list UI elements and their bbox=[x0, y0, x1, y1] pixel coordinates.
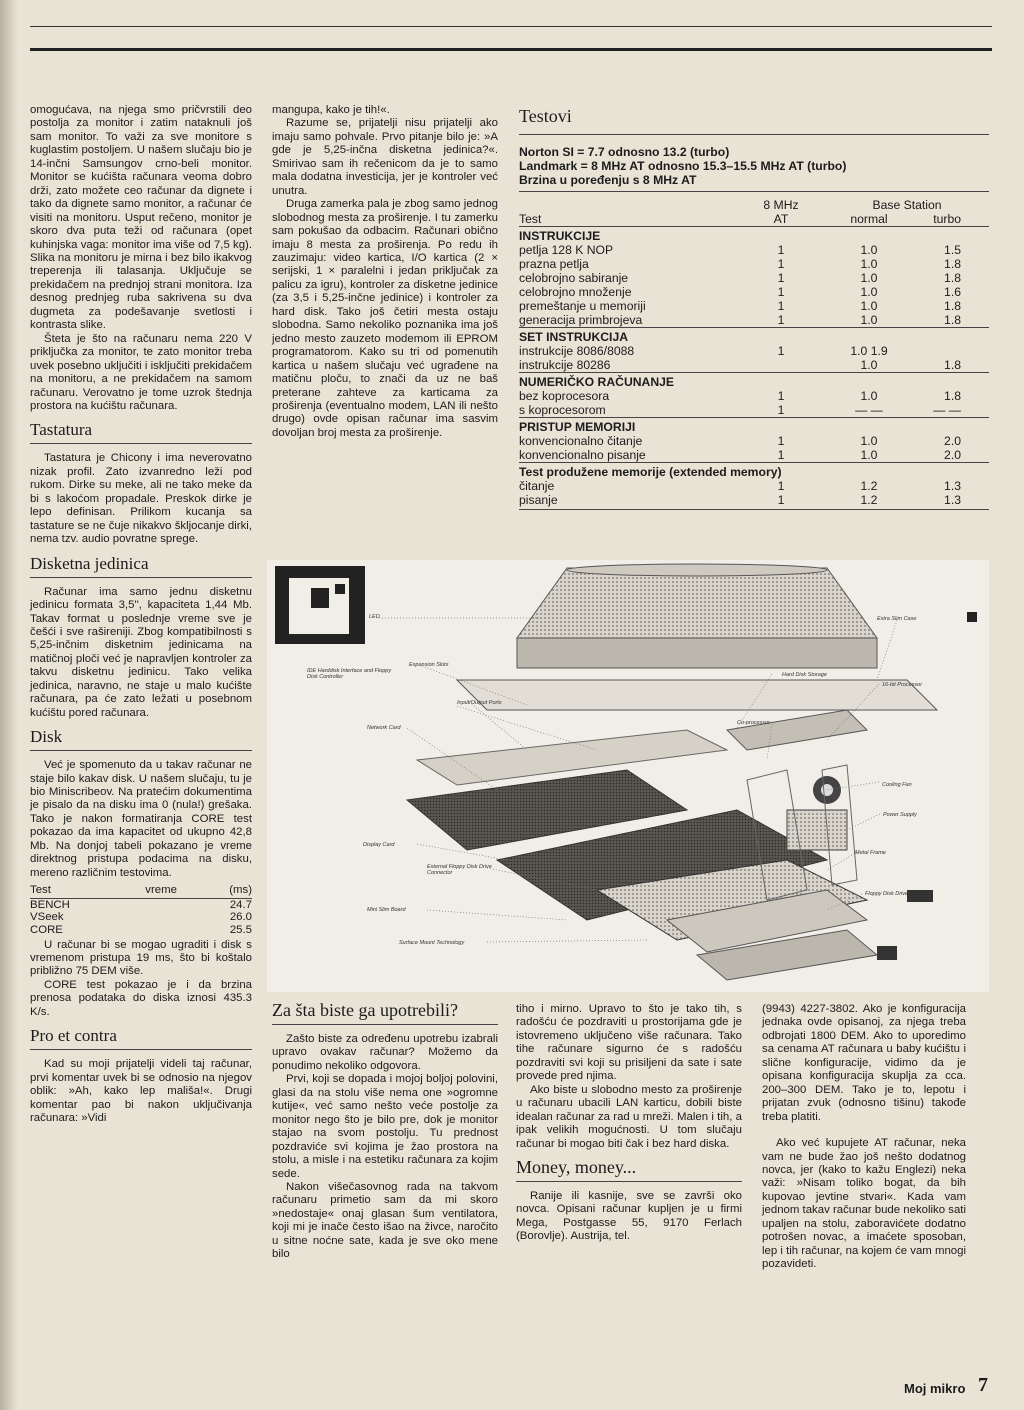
table-row bbox=[519, 257, 989, 271]
table-cell: prazna petlja bbox=[519, 257, 589, 271]
table-cell: 1.2 bbox=[860, 479, 878, 493]
table-row bbox=[519, 448, 989, 463]
table-cell: premeštanje u memoriji bbox=[519, 299, 646, 313]
table-cell: 1.0 bbox=[860, 389, 878, 403]
top-rule-thick bbox=[30, 48, 992, 51]
table-cell: 1.5 bbox=[944, 243, 961, 257]
heading-disk: Disk bbox=[30, 726, 252, 751]
table-cell bbox=[913, 344, 989, 358]
table-cell: 1.0 bbox=[860, 313, 878, 327]
table-cell: 1.0 bbox=[860, 285, 878, 299]
table-cell: VSeek bbox=[30, 911, 64, 924]
table-cell: 1.3 bbox=[944, 493, 961, 507]
column-middle bbox=[272, 104, 498, 440]
table-cell: 1 bbox=[777, 344, 785, 358]
exploded-view-drawing bbox=[267, 560, 989, 992]
column-bottom-c bbox=[762, 1003, 966, 1272]
table-cell: 1 bbox=[777, 285, 785, 299]
paragraph: Računar ima samo jednu disketnu jedinicu formata 3,5'', kapaciteta 1,44 Mb. Takav format u poslednje vreme sve je češći i sve rašireniji. Zbog kompatibilnosti s 5,25-inčnim disketnim jedinicama na matičnoj ploči već je napravljen kontroler za takvu disketnu jedinicu. Tako velika jedinica, naravno, ne staje u malo kućište računara, pa će zato ležati u posebnom kućištu pored računara. bbox=[30, 585, 252, 719]
callout-expansion-slots: Expansion Slots bbox=[409, 662, 449, 668]
table-header: Test bbox=[30, 884, 124, 898]
column-bottom-b bbox=[516, 1003, 742, 1244]
callout-hard-disk-storage: Hard Disk Storage bbox=[782, 672, 827, 678]
table-cell: 1 bbox=[777, 271, 785, 285]
table-cell: 2.0 bbox=[944, 448, 961, 462]
paragraph: Ako već kupujete AT računar, neka vam ne bude žao još nešto dodatnog novca, jer (kako to kažu Englezi) neka važi: »Nisam toliko bogat, da bih kupovao jevtine stvari«. Kada vam jednom takav računar bude nekoliko sati upaljen na stolu, zaboravićete dodatno potrošen novac, a imaćete sposoban, lep i tih računar, na kojem će vam mnogi pozavideti. bbox=[762, 1137, 966, 1271]
table-row bbox=[519, 403, 989, 418]
section-title: PRISTUP MEMORIJI bbox=[519, 418, 989, 435]
landmark-result: Landmark = 8 MHz AT odnosno 15.3–15.5 MHz AT (turbo) bbox=[519, 159, 847, 173]
table-section-row bbox=[519, 373, 989, 390]
norton-result: Norton SI = 7.7 odnosno 13.2 (turbo) bbox=[519, 145, 730, 159]
paragraph: Ranije ili kasnije, sve se završi oko novca. Opisani računar kupljen je u firmi Mega, Postgasse 55, 9170 Ferlach (Borovlje). Austrija, tel. bbox=[516, 1189, 742, 1243]
paragraph: Ako biste u slobodno mesto za proširenje u računaru ubacili LAN karticu, dobili biste idealan računar za rad u mreži. Malen i tih, a ipak velikih mogućnosti. U tom slučaju računar bi mogao biti čak i bez hard diska. bbox=[516, 1083, 742, 1150]
callout-coprocessor: Co-processor bbox=[737, 720, 771, 726]
table-row bbox=[519, 434, 989, 448]
table-row bbox=[519, 313, 989, 328]
table-cell: petlja 128 K NOP bbox=[519, 243, 614, 257]
section-title: SET INSTRUKCIJA bbox=[519, 328, 989, 345]
paragraph: Šteta je što na računaru nema 220 V priključka za monitor, te zato monitor treba uvek posebno uključiti i isključiti prekidačem na monitoru, a ne prekidačem na samom računaru. Verovatno je tome uzrok štednja prostora na kućištu računara. bbox=[30, 332, 252, 412]
table-cell: 1.0 bbox=[860, 299, 878, 313]
paragraph: mangupa, kako je tih!«. bbox=[272, 104, 390, 116]
table-cell: celobrojno sabiranje bbox=[519, 271, 629, 285]
paragraph: Nakon višečasovnog rada na takvom računaru primetio sam da mi skoro »nedostaje« onaj glasan šum ventilatora, koji mi je inače često išao na živce, naročito u sitne noćne sate, kada je sve oko mene bilo bbox=[272, 1180, 498, 1261]
table-cell: s koprocesorom bbox=[519, 403, 606, 417]
table-row bbox=[30, 898, 252, 911]
table-row bbox=[30, 911, 252, 924]
table-row bbox=[30, 924, 252, 937]
table-cell: 1.0 bbox=[860, 257, 878, 271]
section-title: NUMERIČKO RAČUNANJE bbox=[519, 373, 989, 390]
table-cell: pisanje bbox=[519, 493, 558, 507]
table-cell: generacija primbrojeva bbox=[519, 313, 643, 327]
paragraph: Već je spomenuto da u takav računar ne staje bilo kakav disk. U našem slučaju, tu je bio Miniscribeov. Na pratećim dokumentima je pisalo da na disku ima 0 (nula!) grešaka. Tako je nakon formatiranja CORE test pokazao da ima kapacitet od ukupno 42,8 Mb. Na donjoj tabeli pokazano je vreme direktnog pristupa podacima na disku, mereno različnim testovima. bbox=[30, 759, 252, 879]
paragraph: omogućava, na njega smo pričvrstili deo postolja za monitor i zatim nataknuli još sam monitor. To važi za sve monitore s kuglastim postoljem. U našem slučaju bio je 14-inčni Samsungov crno-beli monitor. Monitor se kućišta računara veoma dobro drži, zato možete ceo računar da dignete i tako da dignete samo monitor, a računar će visiti na monitoru. Usput rečeno, monitor je skoro dva puta teži od računara (opet kuhinjska vaga: monitor ima više od 7,5 kg). Slika na monitoru je mirna i bez bilo ikakvog treperenja ili talasanja. Uključuje se prekidačem na prednjoj strani monitora. Iza desnog prednjeg ruba sakrivena su dva dugmeta za podešavanje svetlosti i kontrasta slike. bbox=[30, 104, 252, 332]
section-title: INSTRUKCIJE bbox=[519, 227, 989, 244]
table-section-row bbox=[519, 418, 989, 435]
table-cell: 2.0 bbox=[944, 434, 961, 448]
column-header: Test bbox=[519, 212, 737, 227]
heading-disketna-jedinica: Disketna jedinica bbox=[30, 553, 252, 578]
paragraph: Kad su moji prijatelji videli taj računar, prvi komentar uvek bi se odnosio na njegov oblik: »Ah, kako lep mališa!«. Drugi komentar pao bi nakon uključivanja računara: »Vidi bbox=[30, 1058, 252, 1125]
callout-io-ports: Input/Output Ports bbox=[457, 700, 502, 706]
table-cell: 25.5 bbox=[229, 923, 252, 936]
top-rule-thin bbox=[30, 26, 992, 27]
tests-box bbox=[519, 104, 989, 510]
table-cell: bez koprocesora bbox=[519, 389, 610, 403]
column-header: 8 MHz bbox=[763, 198, 799, 212]
table-row bbox=[519, 358, 989, 373]
table-cell: 1 bbox=[777, 243, 785, 257]
table-row bbox=[519, 479, 989, 493]
paragraph: Razume se, prijatelji nisu prijatelji ako imaju samo pohvale. Prvo pitanje bilo je: »A gde je 5,25-inčna disketna jedinica?«. Smirivao sam ih rečenicom da je to samo mala dodatna investicija, jer je kontroler već unutra. bbox=[272, 117, 498, 197]
table-header: vreme bbox=[124, 884, 199, 898]
callout-metal-frame: Metal Frame bbox=[855, 850, 886, 856]
table-section-row bbox=[519, 463, 989, 480]
table-cell: BENCH bbox=[30, 898, 70, 911]
table-row bbox=[519, 271, 989, 285]
table-cell: instrukcije 80286 bbox=[519, 358, 611, 372]
table-cell: konvencionalno pisanje bbox=[519, 448, 646, 462]
column-header: AT bbox=[737, 212, 825, 227]
table-cell: čitanje bbox=[519, 479, 555, 493]
callout-floppy-disk-drive: Floppy Disk Drive bbox=[865, 891, 909, 897]
table-cell: 1.8 bbox=[944, 358, 961, 372]
table-cell: 1 bbox=[777, 479, 785, 493]
callout-16bit-processor: 16-bit Processor bbox=[882, 682, 923, 688]
table-cell: 26.0 bbox=[229, 911, 252, 924]
tests-heading: Testovi bbox=[519, 104, 989, 135]
paragraph: CORE test pokazao je i da brzina prenosa podataka do diska iznosi 435.3 K/s. bbox=[30, 978, 252, 1018]
callout-network-card: Network Card bbox=[367, 725, 401, 731]
heading-tastatura: Tastatura bbox=[30, 419, 252, 444]
table-cell: 1.2 bbox=[860, 493, 878, 507]
table-cell: 1.8 bbox=[944, 257, 961, 271]
table-cell: — — bbox=[855, 403, 883, 417]
table-cell: 1.8 bbox=[944, 313, 961, 327]
heading-za-sta-biste-ga-upotrebili: Za šta biste ga upotrebili? bbox=[272, 1000, 498, 1025]
exploded-computer-illustration bbox=[267, 560, 989, 992]
table-cell: celobrojno množenje bbox=[519, 285, 632, 299]
table-row bbox=[519, 493, 989, 507]
page-binding-shadow bbox=[0, 0, 18, 1410]
paragraph: Tastatura je Chicony i ima neverovatno nizak profil. Zato izvanredno leži pod rukom. Dirke su meke, ali ne tako meke da bi s lakoćom propadale. Preskok dirke je lepo definisan. Prilikom kucanja sa tastature se ne čuje nikakvo škljocanje dirki, nema tzv. audio povratne sprege. bbox=[30, 452, 252, 546]
paragraph: Zašto biste za određenu upotrebu izabrali upravo ovakav računar? Možemo da ponudimo nekoliko odgovora. bbox=[272, 1033, 498, 1072]
table-row bbox=[519, 285, 989, 299]
table-cell: 1.0 bbox=[860, 243, 878, 257]
heading-pro-et-contra: Pro et contra bbox=[30, 1025, 252, 1050]
table-cell: 1.0 bbox=[860, 358, 878, 372]
table-cell: 1.0 bbox=[860, 271, 878, 285]
page-number: 7 bbox=[978, 1374, 988, 1396]
table-cell: 1 bbox=[777, 448, 785, 462]
table-cell: — — bbox=[933, 403, 961, 417]
disk-access-table bbox=[30, 884, 252, 936]
table-cell: 1.0 bbox=[860, 448, 878, 462]
section-title: Test produžene memorije (extended memory) bbox=[519, 463, 989, 480]
table-cell: instrukcije 8086/8088 bbox=[519, 344, 635, 358]
table-cell: 1.8 bbox=[944, 271, 961, 285]
table-row bbox=[519, 243, 989, 257]
table-cell: 1 bbox=[777, 403, 785, 417]
table-cell: 1.6 bbox=[944, 285, 961, 299]
table-cell: 1.0 bbox=[860, 434, 878, 448]
column-header: Base Station bbox=[872, 198, 942, 212]
callout-ide-controller: IDE Harddisk Interface and Floppy Disk Controller bbox=[307, 668, 392, 680]
callout-external-floppy: External Floppy Disk Drive Connector bbox=[427, 864, 492, 876]
paragraph: (9943) 4227-3802. Ako je konfiguracija jednaka ovde opisanoj, za njega treba odbrojati 1800 DEM. Ako to uporedimo sa cenama AT računara u baby kućištu i slične konfiguracije, vidimo da je opisana konfiguracija skuplja za cca. 200–300 DEM. Tako je to, lepotu i prijatan zvuk (odnosno tišinu) takođe treba platiti. bbox=[762, 1003, 966, 1123]
column-left bbox=[30, 104, 252, 1126]
table-cell: konvencionalno čitanje bbox=[519, 434, 643, 448]
callout-cooling-fan: Cooling Fan bbox=[882, 782, 912, 788]
callout-mini-slim-board: Mini Slim Board bbox=[367, 907, 406, 913]
magazine-name: Moj mikro bbox=[904, 1381, 966, 1396]
callout-surface-mount: Surface Mount Technology bbox=[399, 940, 465, 946]
table-cell: CORE bbox=[30, 923, 63, 936]
table-cell: 1 bbox=[777, 257, 785, 271]
paragraph: tiho i mirno. Upravo to što je tako tih, s radošću će pozdraviti u prostorijama gde je istovremeno uključeno više računara. Tako tihe računare sigurno će s radošću pozdraviti svi koji su prisiljeni da sate i sate provede pred njima. bbox=[516, 1003, 742, 1083]
table-cell: 1.3 bbox=[944, 479, 961, 493]
table-header: (ms) bbox=[198, 884, 252, 898]
callout-extra-slim-case: Extra Slim Case bbox=[877, 616, 917, 622]
table-row bbox=[519, 389, 989, 403]
callout-power-supply: Power Supply bbox=[883, 812, 917, 818]
column-header: normal bbox=[825, 212, 913, 227]
callout-display-card: Display Card bbox=[363, 842, 395, 848]
table-cell: 1 bbox=[777, 313, 785, 327]
column-bottom-a bbox=[272, 1000, 498, 1262]
table-cell: 1.8 bbox=[944, 389, 961, 403]
heading-money-money: Money, money... bbox=[516, 1157, 742, 1182]
benchmark-table bbox=[519, 198, 989, 507]
callout-led: LED bbox=[369, 614, 380, 620]
table-cell bbox=[737, 358, 825, 373]
table-cell: 24.7 bbox=[229, 898, 252, 911]
table-cell: 1 bbox=[777, 389, 785, 403]
table-section-row bbox=[519, 227, 989, 244]
paragraph: Prvi, koji se dopada i mojoj boljoj polovini, glasi da na stolu više nema one »ogromne kutije«, već samo nešto veće postolje za monitor nego što je bilo pre, dok je monitor stajao na svom postolju. Tu prednost pozdraviće svi kojima je žao prostora na stolu, a misle i na estetiku računara za kojim sede. bbox=[272, 1073, 498, 1180]
table-row bbox=[519, 344, 989, 358]
paragraph: Druga zamerka pala je zbog samo jednog slobodnog mesta za proširenje. I tu zamerku sam pokušao da odbacim. Računari obično imaju 8 mesta za proširenja. Po redu ih zauzimaju: video kartica, I/O kartica (2 × serijski, 1 × paralelni i jedan priključak za palicu za igru), kontroler za disketne jedinice (za 3,5 i 5,25-inčne jedinice) i kontroler za hard disk. Tako još četiri mesta ostaju slobodna. Samo nekoliko poznanika ima još jedno mesto zauzeto modemom ili EPROM programatorom. Kako su tri od pomenutih kartica u našem slučaju već ugrađene na matičnu ploču, to znači da uz ne baš preterane zahteve za karticama za proširenja (eventualno modem, LAN ili nešto drugo) ovde opisan računar ima sasvim dovoljan broj mesta za proširenje. bbox=[272, 198, 498, 439]
table-row bbox=[519, 299, 989, 313]
paragraph: U računar bi se mogao ugraditi i disk s vremenom pristupa 19 ms, što bi koštalo približno 75 DEM više. bbox=[30, 938, 252, 978]
table-cell: 1 bbox=[777, 434, 785, 448]
table-cell: 1 bbox=[777, 493, 785, 507]
speed-comparison-title: Brzina u poređenju s 8 MHz AT bbox=[519, 173, 989, 192]
table-cell: 1.0 1.9 bbox=[850, 344, 888, 358]
column-header: turbo bbox=[913, 212, 989, 227]
table-cell: 1 bbox=[777, 299, 785, 313]
table-cell: 1.8 bbox=[944, 299, 961, 313]
table-section-row bbox=[519, 328, 989, 345]
